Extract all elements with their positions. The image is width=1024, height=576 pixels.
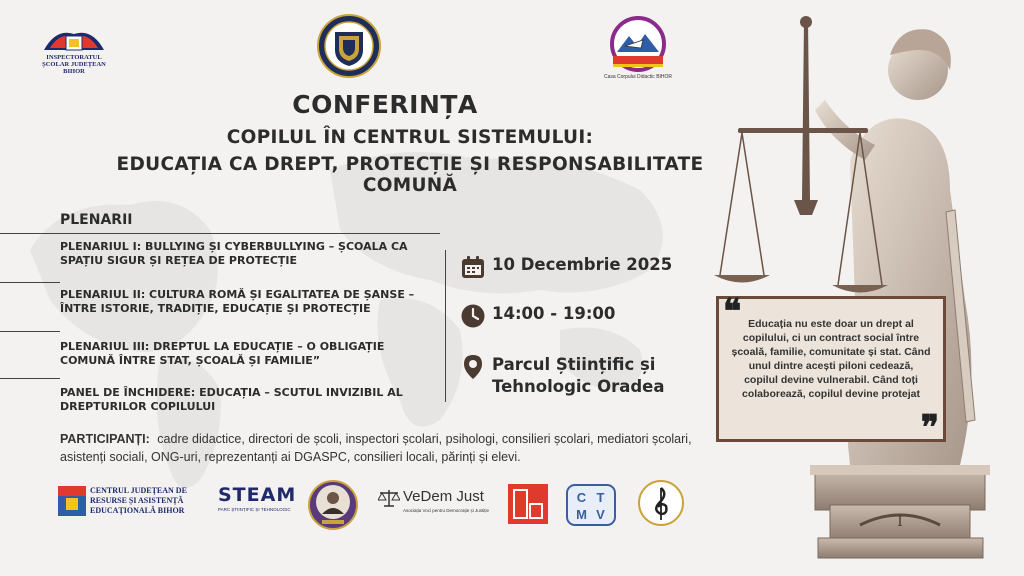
ctmv-letter: T — [596, 490, 605, 505]
quote-open-icon: ❝ — [723, 292, 742, 332]
vertical-divider — [445, 250, 446, 402]
red-blocks-logo — [508, 484, 548, 524]
event-date: 10 Decembrie 2025 — [492, 255, 673, 274]
isj-emblem-icon — [36, 24, 112, 54]
steam-logo-subtext: PARC ȘTIINȚIFIC ȘI TEHNOLOGIC — [218, 507, 291, 512]
location-pin-icon — [460, 354, 486, 380]
treble-clef-icon — [638, 480, 684, 526]
vedem-logo-subtext: Asociația Voci pentru Democrație și Justiție — [403, 508, 490, 513]
crest-icon — [317, 14, 381, 78]
participants-label: PARTICIPANȚI: — [60, 432, 150, 446]
steam-logo — [218, 484, 297, 524]
divider — [0, 233, 440, 234]
clock-icon — [460, 303, 486, 329]
vedem-logo-text: VeDem Just — [403, 488, 484, 505]
steam-logo-text: STEAM — [218, 484, 297, 506]
divider — [0, 378, 60, 379]
ctmv-logo — [566, 484, 616, 526]
quote-box — [716, 292, 946, 448]
scales-icon — [378, 488, 400, 508]
ctmv-letters — [572, 490, 610, 522]
music-logo — [638, 480, 684, 526]
ccd-logo-text: Casa Corpului Didactic BIHOR — [603, 74, 673, 80]
cjrae-logo-text: CENTRUL JUDEȚEAN DE RESURSE ȘI ASISTENȚĂ EDUCAȚIONALĂ BIHOR — [90, 486, 187, 515]
calendar-icon — [460, 254, 486, 280]
plenary-item-2: PLENARIUL II: CULTURA ROMĂ ȘI EGALITATEA DE ȘANSE – ÎNTRE ISTORIE, TRADIȚIE, EDUCAȚIE ȘI PROTECȚIE — [60, 288, 415, 315]
ctmv-letter: M — [576, 507, 587, 522]
ccd-emblem-icon — [603, 16, 673, 74]
isj-bihor-logo — [36, 24, 112, 80]
portrait-medallion-logo — [308, 480, 358, 530]
location-line-1: Parcul Științific și — [492, 355, 656, 374]
ccd-bihor-logo — [603, 16, 673, 80]
plenary-item-1: PLENARIUL I: BULLYING ȘI CYBERBULLYING – ȘCOALA CA SPAȚIU SIGUR ȘI REȚEA DE PROTECȚIE — [60, 240, 408, 267]
participants-text: cadre didactice, directori de școli, inspectori școlari, psihologi, consilieri școlari, mediatori școlari, asistenți sociali, ONG-uri, reprezentanți ai DGASPC, consilieri locali, părinți și elevi. — [60, 432, 692, 464]
cjrae-bihor-logo — [56, 484, 206, 524]
quote-close-icon: ❞ — [920, 408, 939, 448]
event-location-row — [460, 354, 665, 398]
plenaries-heading: PLENARII — [60, 212, 133, 228]
participants-section — [60, 430, 730, 466]
conference-title — [90, 90, 730, 196]
plenary-item-3: PLENARIUL III: DREPTUL LA EDUCAȚIE – O OBLIGAȚIE COMUNĂ ÎNTRE STAT, ȘCOALĂ ȘI FAMILIE” — [60, 340, 385, 367]
location-line-2: Tehnologic Oradea — [492, 377, 665, 396]
isj-logo-text: INSPECTORATUL ȘCOLAR JUDEȚEAN BIHOR — [42, 54, 106, 75]
title-line-1: COPILUL ÎN CENTRUL SISTEMULUI: — [226, 127, 594, 148]
ctmv-letter: V — [596, 507, 605, 522]
portrait-medallion-icon — [308, 480, 358, 530]
justice-statue-illustration — [700, 0, 1024, 576]
school-crest-logo — [317, 14, 381, 78]
event-location — [492, 354, 665, 398]
vedem-just-logo — [378, 488, 490, 522]
blocks-icon — [508, 484, 548, 524]
title-main: CONFERINȚA — [292, 90, 478, 119]
quote-text: Educația nu este doar un drept al copilului, ci un contract social între școală, familie, comunitate și stat. Când unul dintre acești piloni cedează, copilul devine vulnerabil. Când toți colaborează, copilul devine protejat — [731, 318, 931, 400]
event-date-row — [460, 254, 672, 280]
divider — [0, 331, 60, 332]
svg-text:I: I — [897, 514, 903, 530]
divider — [0, 282, 60, 283]
plenary-item-closing: PANEL DE ÎNCHIDERE: EDUCAȚIA – SCUTUL INVIZIBIL AL DREPTURILOR COPILULUI — [60, 386, 403, 413]
ctmv-letter: C — [576, 490, 587, 505]
event-time: 14:00 - 19:00 — [492, 304, 616, 323]
cjrae-crest-icon — [56, 484, 88, 522]
event-time-row — [460, 303, 615, 329]
title-line-2: EDUCAȚIA CA DREPT, PROTECȚIE ȘI RESPONSABILITATE COMUNĂ — [116, 154, 704, 196]
